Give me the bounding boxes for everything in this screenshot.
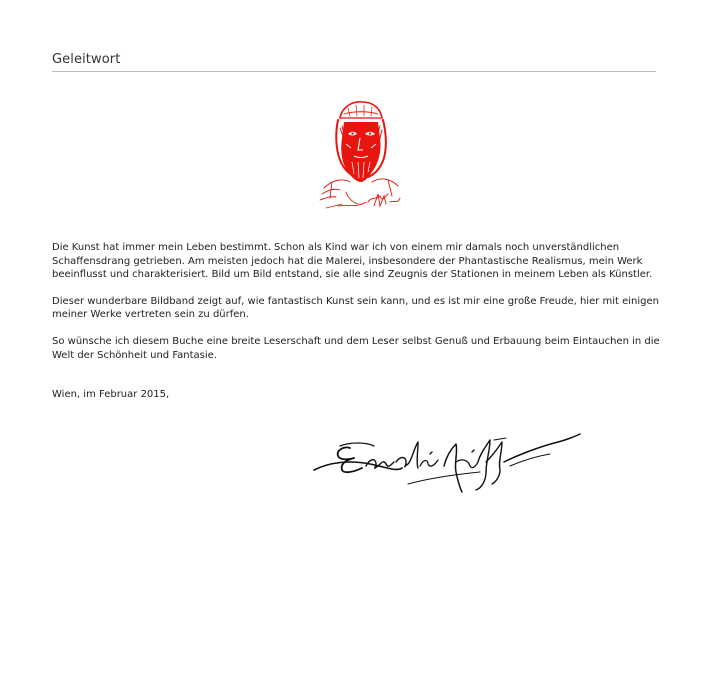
portrait-sketch-icon <box>318 98 402 212</box>
title-divider <box>52 71 656 72</box>
paragraph-3: So wünsche ich diesem Buche eine breite Leserschaft und dem Leser selbst Genuß und Erbauung beim Eintauchen in die Welt der Schönheit und Fantasie. <box>52 335 660 361</box>
section-title: Geleitwort <box>52 52 121 67</box>
handwritten-signature-icon <box>310 432 585 498</box>
paragraph-2: Dieser wunderbare Bildband zeigt auf, wie fantastisch Kunst sein kann, und es ist mir eine große Freude, hier mit einigen meiner Werke vertreten sein zu dürfen. <box>52 295 660 321</box>
dateline: Wien, im Februar 2015, <box>52 389 170 400</box>
paragraph-1: Die Kunst hat immer mein Leben bestimmt. Schon als Kind war ich von einem mir damals noch unverständlichen Schaffensdrang getrieben. Am meisten jedoch hat die Malerei, insbesondere der Phantastische Realismus, mein Werk beeinflusst und charakterisiert. Bild um Bild entstand, sie alle sind Zeugnis der Stationen in meinem Leben als Künstler. <box>52 242 653 281</box>
foreword-body <box>52 241 664 375</box>
